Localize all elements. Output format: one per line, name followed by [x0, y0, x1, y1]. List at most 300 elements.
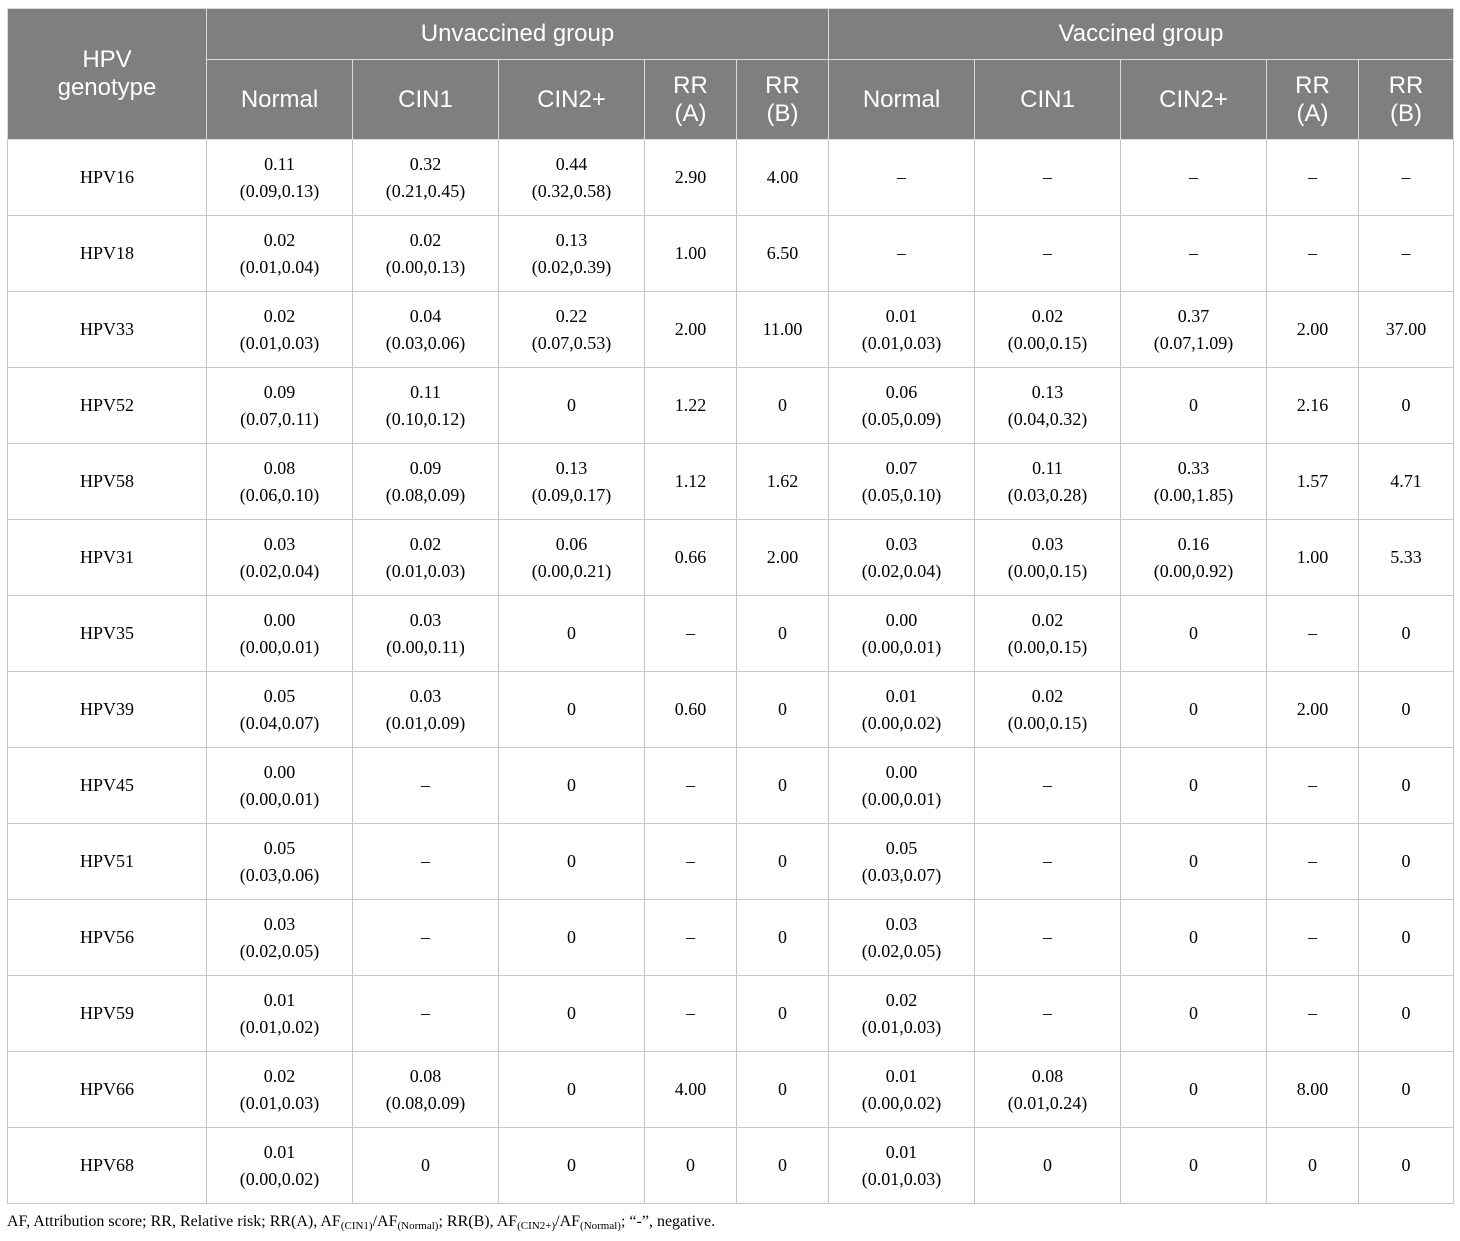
- value-cell: [1121, 1052, 1267, 1128]
- genotype-cell: HPV68: [8, 1128, 207, 1204]
- cell-value: 0: [567, 395, 576, 415]
- value-cell: [1359, 1052, 1454, 1128]
- value-cell: [1267, 672, 1359, 748]
- value-cell: [353, 596, 499, 672]
- cell-value: –: [421, 927, 430, 947]
- cell-value: 2.90: [674, 167, 707, 187]
- vaccined-group-header: Vaccined group: [829, 9, 1454, 60]
- table-row: [8, 520, 1454, 596]
- footnote-subscript: (Normal): [397, 1220, 439, 1232]
- value-cell: [829, 1128, 975, 1204]
- value-cell: [353, 824, 499, 900]
- cell-value: 0: [778, 1079, 787, 1099]
- table-row: [8, 216, 1454, 292]
- cell-value: 0.03: [1031, 533, 1064, 554]
- cell-value: 0: [567, 1079, 576, 1099]
- cell-confidence-interval: (0.01,0.03): [861, 1016, 942, 1037]
- genotype-cell: HPV16: [8, 140, 207, 216]
- cell-value: –: [686, 851, 695, 871]
- value-cell: [645, 216, 737, 292]
- cell-value: 1.00: [674, 243, 707, 263]
- subcolumn-header: RR (A): [645, 60, 737, 140]
- value-cell: [737, 1128, 829, 1204]
- value-cell: [737, 292, 829, 368]
- table-row: [8, 368, 1454, 444]
- cell-value: 0: [567, 1003, 576, 1023]
- value-cell: [1121, 976, 1267, 1052]
- value-cell: [207, 976, 353, 1052]
- value-cell: [207, 444, 353, 520]
- value-cell: [1267, 140, 1359, 216]
- value-cell: [829, 368, 975, 444]
- value-cell: [499, 596, 645, 672]
- cell-value: 2.16: [1296, 395, 1329, 415]
- cell-value: 0.32: [409, 153, 442, 174]
- cell-confidence-interval: (0.02,0.39): [531, 256, 612, 277]
- value-cell: [207, 824, 353, 900]
- value-cell: [737, 520, 829, 596]
- value-cell: [645, 1052, 737, 1128]
- value-cell: [499, 1052, 645, 1128]
- cell-value: 0.11: [410, 381, 441, 402]
- cell-value: 0.02: [263, 229, 296, 250]
- value-cell: [645, 444, 737, 520]
- value-cell: [1121, 900, 1267, 976]
- value-cell: [353, 976, 499, 1052]
- cell-value: 11.00: [762, 319, 803, 339]
- cell-confidence-interval: (0.03,0.06): [239, 864, 320, 885]
- cell-value: –: [1308, 167, 1317, 187]
- cell-confidence-interval: (0.02,0.04): [861, 560, 942, 581]
- value-cell: [829, 672, 975, 748]
- cell-confidence-interval: (0.09,0.13): [239, 180, 320, 201]
- cell-confidence-interval: (0.00,0.15): [1007, 712, 1088, 733]
- cell-value: 0: [1189, 851, 1198, 871]
- value-cell: [1267, 292, 1359, 368]
- value-cell: [207, 216, 353, 292]
- cell-confidence-interval: (0.00,0.01): [239, 636, 320, 657]
- cell-value: 0: [567, 623, 576, 643]
- value-cell: [645, 520, 737, 596]
- unvaccined-group-header: Unvaccined group: [207, 9, 829, 60]
- cell-value: 0.13: [555, 457, 588, 478]
- cell-value: 0.05: [263, 837, 296, 858]
- cell-confidence-interval: (0.09,0.17): [531, 484, 612, 505]
- value-cell: [1121, 140, 1267, 216]
- cell-value: 0: [1401, 623, 1411, 643]
- value-cell: [975, 824, 1121, 900]
- cell-confidence-interval: (0.00,0.15): [1007, 332, 1088, 353]
- cell-value: 0: [567, 775, 576, 795]
- cell-confidence-interval: (0.00,0.15): [1007, 636, 1088, 657]
- value-cell: [1121, 824, 1267, 900]
- value-cell: [645, 900, 737, 976]
- value-cell: [499, 444, 645, 520]
- value-cell: [1121, 444, 1267, 520]
- cell-value: 0: [1189, 927, 1198, 947]
- value-cell: [1359, 444, 1454, 520]
- cell-value: 0.02: [409, 229, 442, 250]
- cell-value: 0: [1189, 1079, 1198, 1099]
- value-cell: [975, 520, 1121, 596]
- table-row: [8, 292, 1454, 368]
- cell-value: –: [686, 775, 695, 795]
- value-cell: [829, 520, 975, 596]
- value-cell: [1121, 1128, 1267, 1204]
- cell-value: 0.00: [885, 609, 918, 630]
- value-cell: [1267, 368, 1359, 444]
- cell-value: 0: [1189, 699, 1198, 719]
- value-cell: [499, 140, 645, 216]
- genotype-header: HPV genotype: [8, 9, 207, 140]
- value-cell: [1359, 672, 1454, 748]
- cell-value: 0.16: [1177, 533, 1210, 554]
- cell-value: 0.03: [409, 609, 442, 630]
- cell-value: –: [1308, 851, 1317, 871]
- cell-value: 0.03: [263, 533, 296, 554]
- cell-value: –: [897, 167, 906, 187]
- cell-value: –: [1308, 1003, 1317, 1023]
- value-cell: [207, 1128, 353, 1204]
- cell-value: 0: [778, 623, 787, 643]
- value-cell: [1267, 520, 1359, 596]
- value-cell: [1359, 140, 1454, 216]
- cell-value: –: [1043, 167, 1052, 187]
- cell-value: 0: [567, 927, 576, 947]
- cell-value: 0: [1189, 775, 1198, 795]
- cell-confidence-interval: (0.03,0.06): [385, 332, 466, 353]
- cell-confidence-interval: (0.08,0.09): [385, 1092, 466, 1113]
- footnote-subscript: (CIN2+): [517, 1220, 556, 1232]
- value-cell: [353, 748, 499, 824]
- cell-confidence-interval: (0.00,0.02): [861, 1092, 942, 1113]
- genotype-cell: HPV52: [8, 368, 207, 444]
- genotype-cell: HPV45: [8, 748, 207, 824]
- cell-value: 1.12: [674, 471, 707, 491]
- cell-value: 0.00: [263, 761, 296, 782]
- cell-value: 5.33: [1390, 547, 1422, 567]
- cell-value: 0.01: [885, 1065, 918, 1086]
- table-header: [8, 9, 1454, 140]
- cell-value: 0.08: [263, 457, 296, 478]
- value-cell: [1267, 1052, 1359, 1128]
- value-cell: [1359, 292, 1454, 368]
- cell-value: 0.02: [1031, 609, 1064, 630]
- cell-value: 0.03: [409, 685, 442, 706]
- cell-confidence-interval: (0.01,0.04): [239, 256, 320, 277]
- value-cell: [499, 748, 645, 824]
- subcolumn-header: Normal: [829, 60, 975, 140]
- cell-value: 0.01: [885, 305, 918, 326]
- cell-value: –: [686, 1003, 695, 1023]
- genotype-cell: HPV33: [8, 292, 207, 368]
- cell-value: 4.71: [1390, 471, 1422, 491]
- genotype-cell: HPV56: [8, 900, 207, 976]
- value-cell: [975, 216, 1121, 292]
- value-cell: [1359, 216, 1454, 292]
- value-cell: [207, 368, 353, 444]
- value-cell: [975, 292, 1121, 368]
- hpv-genotype-table: [7, 8, 1454, 1204]
- cell-confidence-interval: (0.07,0.11): [240, 408, 319, 429]
- cell-confidence-interval: (0.01,0.09): [385, 712, 466, 733]
- table-row: [8, 824, 1454, 900]
- cell-confidence-interval: (0.01,0.03): [385, 560, 466, 581]
- subcolumn-header: Normal: [207, 60, 353, 140]
- cell-confidence-interval: (0.00,0.02): [861, 712, 942, 733]
- value-cell: [499, 672, 645, 748]
- table-row: [8, 672, 1454, 748]
- value-cell: [975, 1052, 1121, 1128]
- value-cell: [353, 900, 499, 976]
- cell-value: 4.00: [766, 167, 799, 187]
- value-cell: [975, 748, 1121, 824]
- cell-value: 0.05: [263, 685, 296, 706]
- cell-value: 6.50: [766, 243, 799, 263]
- cell-value: 0.01: [263, 989, 296, 1010]
- genotype-cell: HPV59: [8, 976, 207, 1052]
- footnote-subscript: (Normal): [580, 1220, 621, 1232]
- value-cell: [1359, 824, 1454, 900]
- cell-value: 0: [778, 775, 787, 795]
- cell-value: 0: [1401, 775, 1411, 795]
- table-row: [8, 140, 1454, 216]
- value-cell: [645, 140, 737, 216]
- value-cell: [829, 216, 975, 292]
- value-cell: [1121, 520, 1267, 596]
- value-cell: [1359, 596, 1454, 672]
- value-cell: [1267, 976, 1359, 1052]
- genotype-cell: HPV39: [8, 672, 207, 748]
- value-cell: [499, 216, 645, 292]
- value-cell: [1121, 596, 1267, 672]
- table-row: [8, 596, 1454, 672]
- cell-value: 0: [1189, 1003, 1198, 1023]
- cell-value: 0.66: [674, 547, 707, 567]
- cell-value: 0.13: [1031, 381, 1064, 402]
- cell-confidence-interval: (0.21,0.45): [385, 180, 466, 201]
- cell-confidence-interval: (0.06,0.10): [239, 484, 320, 505]
- cell-value: 0: [1189, 1155, 1198, 1175]
- value-cell: [829, 444, 975, 520]
- genotype-cell: HPV18: [8, 216, 207, 292]
- value-cell: [1359, 976, 1454, 1052]
- cell-confidence-interval: (0.01,0.24): [1007, 1092, 1088, 1113]
- cell-value: 0.09: [409, 457, 442, 478]
- value-cell: [645, 976, 737, 1052]
- cell-value: 0: [567, 851, 576, 871]
- cell-confidence-interval: (0.00,0.01): [861, 636, 942, 657]
- footnote-text: ; RR(B), AF: [438, 1213, 518, 1230]
- cell-value: 0.05: [885, 837, 918, 858]
- cell-confidence-interval: (0.08,0.09): [385, 484, 466, 505]
- cell-value: 0.04: [409, 305, 442, 326]
- value-cell: [1121, 368, 1267, 444]
- value-cell: [1267, 216, 1359, 292]
- cell-confidence-interval: (0.07,0.53): [531, 332, 612, 353]
- cell-value: 0: [1401, 927, 1411, 947]
- value-cell: [1267, 748, 1359, 824]
- cell-value: –: [421, 851, 430, 871]
- value-cell: [829, 824, 975, 900]
- cell-value: –: [421, 1003, 430, 1023]
- value-cell: [1359, 900, 1454, 976]
- cell-value: 0.01: [885, 1141, 918, 1162]
- cell-value: 1.62: [766, 471, 799, 491]
- cell-value: 0: [421, 1155, 430, 1175]
- cell-confidence-interval: (0.07,1.09): [1153, 332, 1234, 353]
- cell-confidence-interval: (0.00,0.01): [239, 788, 320, 809]
- subcolumn-header: CIN1: [975, 60, 1121, 140]
- cell-value: 2.00: [766, 547, 799, 567]
- cell-value: 0: [778, 1003, 787, 1023]
- cell-confidence-interval: (0.04,0.07): [239, 712, 320, 733]
- cell-confidence-interval: (0.01,0.02): [239, 1016, 320, 1037]
- value-cell: [1267, 596, 1359, 672]
- subcolumn-header: RR (A): [1267, 60, 1359, 140]
- genotype-cell: HPV51: [8, 824, 207, 900]
- value-cell: [975, 368, 1121, 444]
- cell-value: –: [1308, 775, 1317, 795]
- cell-confidence-interval: (0.05,0.10): [861, 484, 942, 505]
- value-cell: [353, 520, 499, 596]
- cell-value: 0.00: [263, 609, 296, 630]
- value-cell: [645, 672, 737, 748]
- cell-value: 0.02: [1031, 685, 1064, 706]
- value-cell: [829, 1052, 975, 1128]
- cell-value: 0: [778, 699, 787, 719]
- cell-value: –: [1043, 927, 1052, 947]
- cell-value: –: [1401, 167, 1411, 187]
- cell-value: –: [1308, 623, 1317, 643]
- cell-value: 0: [778, 927, 787, 947]
- value-cell: [829, 900, 975, 976]
- cell-confidence-interval: (0.00,1.85): [1153, 484, 1234, 505]
- footnote-subscript: (CIN1): [340, 1220, 373, 1232]
- cell-value: 0.08: [1031, 1065, 1064, 1086]
- cell-value: 0.22: [555, 305, 588, 326]
- table-row: [8, 444, 1454, 520]
- cell-value: 0.33: [1177, 457, 1210, 478]
- cell-value: 0.37: [1177, 305, 1210, 326]
- cell-value: –: [1043, 1003, 1052, 1023]
- cell-confidence-interval: (0.01,0.03): [239, 332, 320, 353]
- cell-confidence-interval: (0.02,0.05): [861, 940, 942, 961]
- footnote-text: /AF: [555, 1213, 581, 1230]
- value-cell: [975, 976, 1121, 1052]
- cell-value: 0: [1189, 395, 1198, 415]
- cell-value: –: [686, 927, 695, 947]
- value-cell: [645, 292, 737, 368]
- cell-value: 0.08: [409, 1065, 442, 1086]
- cell-value: 2.00: [674, 319, 707, 339]
- value-cell: [737, 444, 829, 520]
- cell-confidence-interval: (0.00,0.21): [531, 560, 612, 581]
- value-cell: [737, 824, 829, 900]
- genotype-cell: HPV66: [8, 1052, 207, 1128]
- value-cell: [975, 1128, 1121, 1204]
- cell-value: –: [1043, 775, 1052, 795]
- value-cell: [353, 140, 499, 216]
- value-cell: [499, 824, 645, 900]
- cell-value: 2.00: [1296, 319, 1329, 339]
- value-cell: [207, 596, 353, 672]
- value-cell: [353, 1052, 499, 1128]
- value-cell: [353, 1128, 499, 1204]
- cell-confidence-interval: (0.32,0.58): [531, 180, 612, 201]
- cell-value: 1.00: [1296, 547, 1329, 567]
- value-cell: [829, 140, 975, 216]
- cell-value: 0: [567, 1155, 576, 1175]
- cell-value: 2.00: [1296, 699, 1329, 719]
- cell-value: 0.02: [1031, 305, 1064, 326]
- value-cell: [353, 216, 499, 292]
- cell-confidence-interval: (0.01,0.03): [239, 1092, 320, 1113]
- subcolumn-header: RR (B): [1359, 60, 1454, 140]
- cell-value: 0.09: [263, 381, 296, 402]
- value-cell: [1267, 444, 1359, 520]
- cell-value: 0.06: [885, 381, 918, 402]
- table-row: [8, 1052, 1454, 1128]
- cell-value: –: [897, 243, 906, 263]
- cell-value: 0.07: [885, 457, 918, 478]
- value-cell: [829, 976, 975, 1052]
- cell-value: 0.11: [264, 153, 295, 174]
- value-cell: [829, 748, 975, 824]
- value-cell: [1121, 748, 1267, 824]
- cell-confidence-interval: (0.00,0.13): [385, 256, 466, 277]
- cell-value: –: [1401, 243, 1411, 263]
- table-row: [8, 900, 1454, 976]
- hpv-table-container: [7, 8, 1453, 1204]
- value-cell: [207, 748, 353, 824]
- cell-value: 0: [1043, 1155, 1052, 1175]
- cell-value: –: [1043, 243, 1052, 263]
- cell-confidence-interval: (0.02,0.04): [239, 560, 320, 581]
- cell-value: –: [1189, 167, 1198, 187]
- cell-value: 0: [1401, 1003, 1411, 1023]
- cell-value: –: [1308, 243, 1317, 263]
- value-cell: [975, 140, 1121, 216]
- cell-confidence-interval: (0.02,0.05): [239, 940, 320, 961]
- footnote-text: ; “-”, negative.: [620, 1213, 716, 1230]
- value-cell: [737, 596, 829, 672]
- value-cell: [1359, 368, 1454, 444]
- subcolumn-header: CIN1: [353, 60, 499, 140]
- cell-value: 0.03: [885, 533, 918, 554]
- value-cell: [207, 1052, 353, 1128]
- cell-value: 0.01: [263, 1141, 296, 1162]
- value-cell: [1267, 824, 1359, 900]
- cell-value: 0: [1308, 1155, 1317, 1175]
- cell-confidence-interval: (0.00,0.92): [1153, 560, 1234, 581]
- cell-value: –: [686, 623, 695, 643]
- value-cell: [1267, 1128, 1359, 1204]
- subcolumn-header: RR (B): [737, 60, 829, 140]
- value-cell: [737, 140, 829, 216]
- cell-value: 0: [778, 395, 787, 415]
- cell-value: 0.00: [885, 761, 918, 782]
- value-cell: [353, 444, 499, 520]
- value-cell: [737, 1052, 829, 1128]
- value-cell: [499, 900, 645, 976]
- value-cell: [207, 292, 353, 368]
- value-cell: [499, 292, 645, 368]
- footnote-text: /AF: [372, 1213, 398, 1230]
- cell-confidence-interval: (0.00,0.11): [386, 636, 465, 657]
- cell-value: –: [1308, 927, 1317, 947]
- cell-value: 0: [778, 1155, 787, 1175]
